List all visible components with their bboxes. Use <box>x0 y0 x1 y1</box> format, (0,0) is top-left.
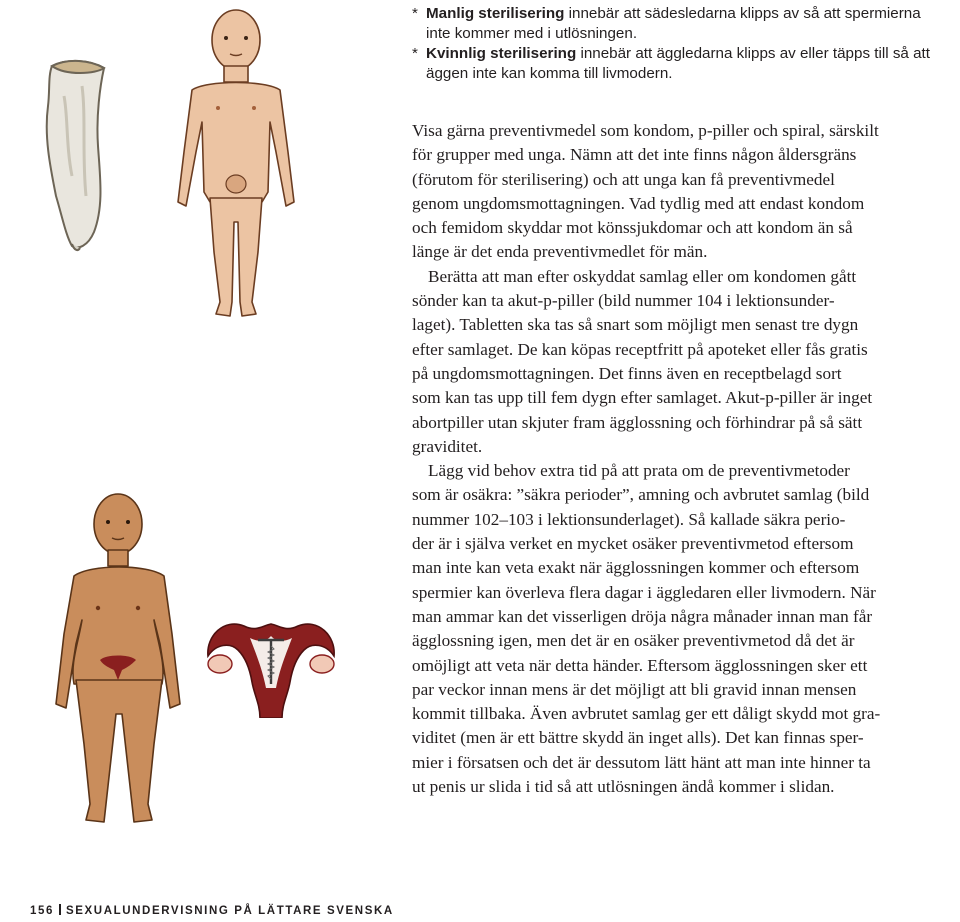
bullet-term: Kvinnlig sterilisering <box>426 45 577 63</box>
body-line: viditet (men är ett bättre skydd än inget alls). Det kan finnas sper- <box>412 728 864 748</box>
body-line: der är i själva verket en mycket osäker preventivmetod eftersom <box>412 534 854 554</box>
condom-illustration <box>38 56 110 252</box>
body-line: graviditet. <box>412 436 483 456</box>
bullet-text-continued: inte kommer med i utlösningen. <box>426 24 638 42</box>
body-line: nummer 102–103 i lektionsunderlaget). Så kallade säkra perio- <box>412 509 846 529</box>
body-line: sönder kan ta akut-p-piller (bild nummer 104 i lektionsunder- <box>412 291 835 311</box>
body-line: Lägg vid behov extra tid på att prata om de preventivmetoder <box>428 461 850 481</box>
page-number: 156 <box>30 905 54 917</box>
body-line: och femidom skyddar mot könssjukdomar och att kondom än så <box>412 218 853 238</box>
body-line: omöjligt att veta när detta händer. Eftersom ägglossningen sker ett <box>412 655 868 675</box>
bullet-female-sterilisation <box>412 44 957 83</box>
body-line: efter samlaget. De kan köpas receptfritt på apoteket eller fås gratis <box>412 339 868 359</box>
body-line: för grupper med unga. Nämn att det inte finns någon åldersgräns <box>412 145 857 165</box>
body-line: man ammar kan det visserligen dröja några månader innan man får <box>412 606 873 626</box>
body-line: länge är det enda preventivmedlet för män. <box>412 242 708 262</box>
bullet-male-sterilisation <box>412 4 957 43</box>
footer-separator <box>59 904 61 915</box>
body-line: ut penis ur slida i tid så att utlösningen ändå kommer i slidan. <box>412 777 835 797</box>
male-body-illustration <box>162 2 310 332</box>
sterilisation-bullet-list <box>412 4 957 84</box>
bullet-marker: * <box>412 5 418 22</box>
body-line: par veckor innan mens är det möjligt att bli gravid innan mensen <box>412 679 857 699</box>
body-line: som är osäkra: ”säkra perioder”, amning och avbrutet samlag (bild <box>412 485 870 505</box>
bullet-text-continued: äggen inte kan komma till livmodern. <box>426 64 673 82</box>
body-line: som kan tas upp till fem dygn efter samlaget. Akut-p-piller är inget <box>412 388 873 408</box>
body-line: på ungdomsmottagningen. Det finns även en receptbelagd sort <box>412 363 842 383</box>
body-line: Visa gärna preventivmedel som kondom, p-piller och spiral, särskilt <box>412 121 879 140</box>
body-line: (förutom för sterilisering) och att unga kan få preventivmedel <box>412 169 835 189</box>
book-title: SEXUALUNDERVISNING PÅ LÄTTARE SVENSKA <box>66 905 394 917</box>
body-line: genom ungdomsmottagningen. Vad tydlig med att endast kondom <box>412 193 865 213</box>
body-line: ägglossning igen, men det är en osäker preventivmetod då det är <box>412 631 855 651</box>
body-line: Berätta att man efter oskyddat samlag eller om kondomen gått <box>428 266 857 286</box>
body-line: laget). Tabletten ska tas så snart som möjligt men senast tre dygn <box>412 315 859 335</box>
body-text <box>412 119 960 799</box>
body-line: mier i försatsen och det är dessutom lätt hänt att man inte hinner ta <box>412 752 871 772</box>
bullet-term: Manlig sterilisering <box>426 5 565 22</box>
bullet-marker: * <box>412 45 418 63</box>
female-body-illustration <box>30 484 220 832</box>
page-footer <box>30 904 394 917</box>
bullet-text: innebär att äggledarna klipps av eller täpps till så att <box>576 45 930 63</box>
body-line: spermier kan överleva flera dagar i äggledaren eller livmodern. När <box>412 582 876 602</box>
uterus-with-iud-illustration <box>200 596 342 718</box>
bullet-text: innebär att sädesledarna klipps av så att spermierna <box>564 5 921 22</box>
body-line: kommit tillbaka. Även avbrutet samlag ger ett dåligt skydd mot gra- <box>412 704 881 724</box>
body-line: abortpiller utan skjuter fram ägglossning och förhindrar på så sätt <box>412 412 863 432</box>
body-line: man inte kan veta exakt när ägglossningen kommer och eftersom <box>412 558 860 578</box>
